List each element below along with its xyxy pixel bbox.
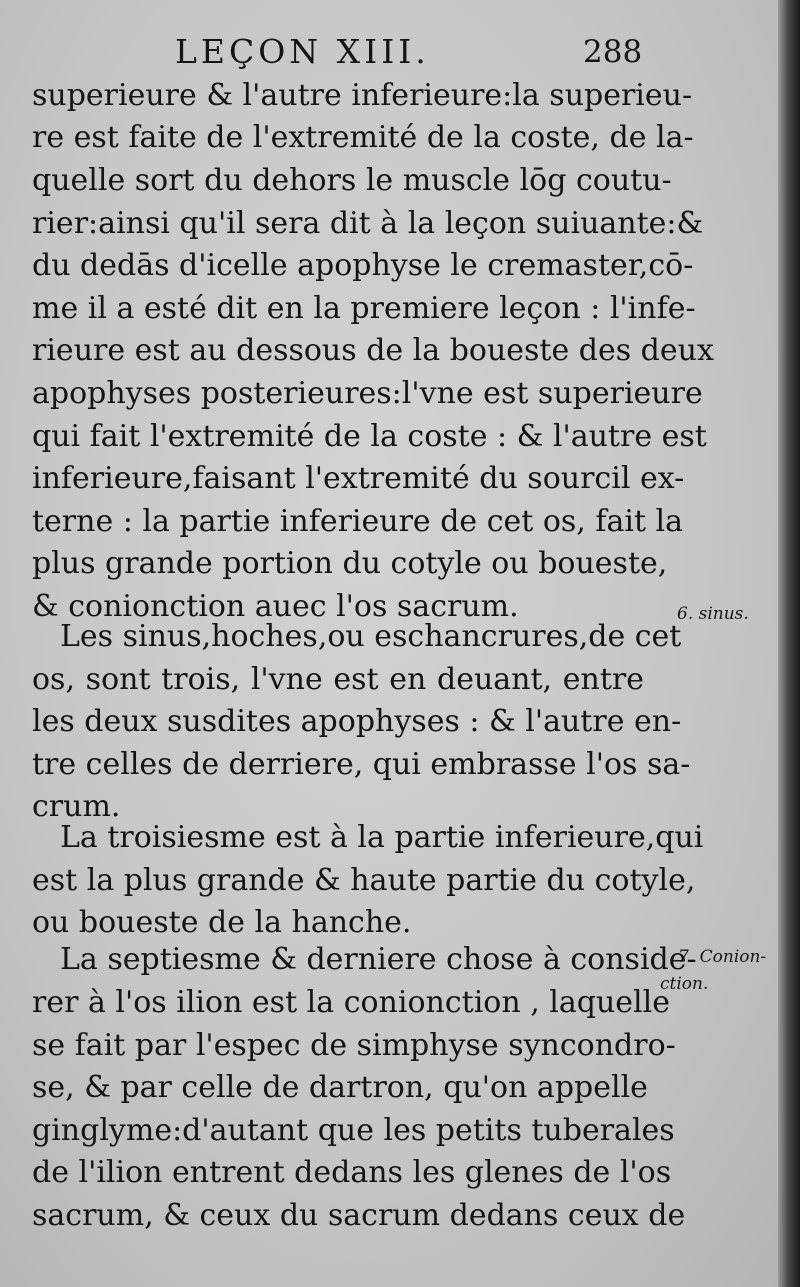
text-line: ou boueste de la hanche. bbox=[32, 905, 412, 940]
text-line: ginglyme:d'autant que les petits tuberales bbox=[32, 1113, 675, 1148]
text-line: & conionction auec l'os sacrum. bbox=[32, 589, 519, 624]
text-line: apophyses posterieures:l'vne est superieure bbox=[32, 376, 703, 411]
text-line: crum. bbox=[32, 789, 121, 824]
margin-note-conionction-cont: ction. bbox=[660, 974, 709, 994]
text-line: est la plus grande & haute partie du cotyle, bbox=[32, 863, 696, 898]
text-line: me il a esté dit en la premiere leçon : l'infe- bbox=[32, 291, 696, 326]
text-line: plus grande portion du cotyle ou boueste, bbox=[32, 546, 668, 581]
margin-note-conionction: 7. Conion- bbox=[678, 947, 767, 967]
text-line: rer à l'os ilion est la conionction , laquelle bbox=[32, 985, 670, 1020]
text-line: rier:ainsi qu'il sera dit à la leçon suiuante:& bbox=[32, 206, 704, 241]
page-header bbox=[0, 28, 660, 78]
text-line: os, sont trois, l'vne est en deuant, entre bbox=[32, 662, 644, 697]
text-line: La septiesme & derniere chose à conside- bbox=[60, 942, 697, 977]
page-gutter-shadow bbox=[778, 0, 800, 1287]
text-line: qui fait l'extremité de la coste : & l'autre est bbox=[32, 419, 707, 454]
text-line: La troisiesme est à la partie inferieure,qui bbox=[60, 820, 704, 855]
page-number: 288 bbox=[583, 34, 643, 70]
text-line: terne : la partie inferieure de cet os, fait la bbox=[32, 504, 684, 539]
text-line: quelle sort du dehors le muscle lōg coutu- bbox=[32, 163, 672, 198]
text-line: se fait par l'espec de simphyse syncondro- bbox=[32, 1028, 676, 1063]
text-line: les deux susdites apophyses : & l'autre en- bbox=[32, 704, 682, 739]
text-line: inferieure,faisant l'extremité du sourcil ex- bbox=[32, 461, 685, 496]
text-line: se, & par celle de dartron, qu'on appelle bbox=[32, 1070, 648, 1105]
text-line: sacrum, & ceux du sacrum dedans ceux de bbox=[32, 1198, 686, 1233]
text-line: re est faite de l'extremité de la coste, de la- bbox=[32, 120, 694, 155]
running-head: LEÇON XIII. bbox=[175, 32, 430, 71]
text-line: de l'ilion entrent dedans les glenes de l'os bbox=[32, 1155, 672, 1190]
text-line: Les sinus,hoches,ou eschancrures,de cet bbox=[60, 619, 682, 654]
margin-note-sinus: 6. sinus. bbox=[677, 604, 749, 624]
text-line: rieure est au dessous de la boueste des deux bbox=[32, 333, 714, 368]
text-line: superieure & l'autre inferieure:la superieu- bbox=[32, 78, 693, 113]
text-line: du dedās d'icelle apophyse le cremaster,cō- bbox=[32, 248, 694, 283]
text-line: tre celles de derriere, qui embrasse l'os sa- bbox=[32, 747, 691, 782]
